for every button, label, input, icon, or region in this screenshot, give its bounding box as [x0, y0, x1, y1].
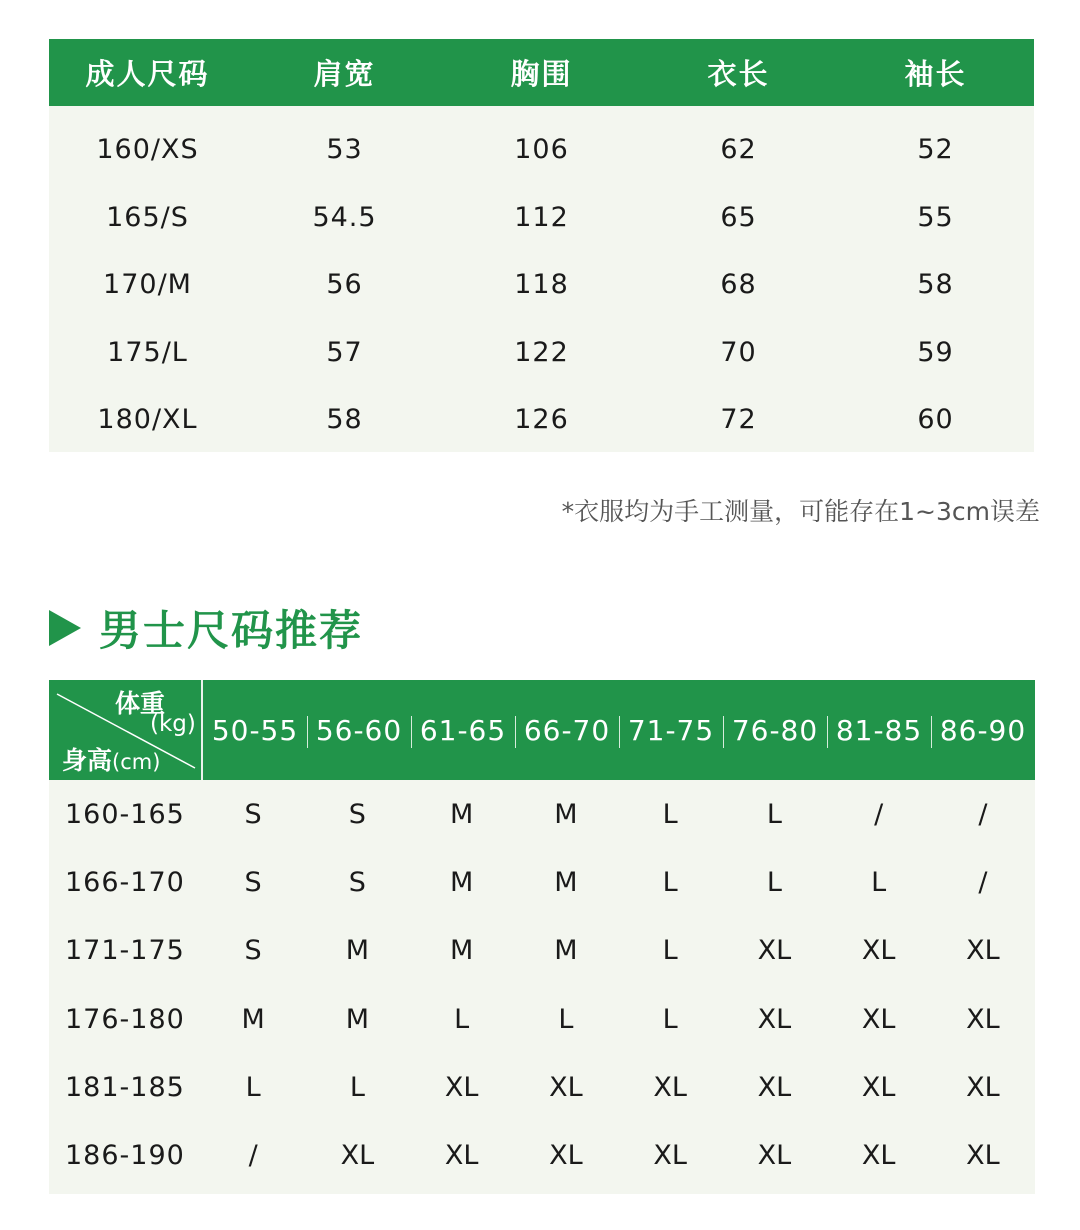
size-cell: XL — [757, 1140, 792, 1172]
table-row — [49, 1053, 1035, 1121]
table-cell: 54.5 — [312, 201, 377, 233]
size-cell: XL — [861, 1003, 896, 1035]
size-cell: XL — [966, 935, 1000, 967]
table-cell: 106 — [514, 134, 569, 166]
size-cell: XL — [861, 935, 896, 967]
size-cell: M — [345, 935, 370, 967]
height-cell: 160-165 — [65, 798, 185, 830]
weight-header-cell: 71-75 — [619, 714, 723, 747]
size-cell: S — [244, 866, 262, 898]
table-cell: 118 — [514, 269, 569, 301]
height-cell: 181-185 — [65, 1071, 185, 1103]
recommendation-body — [49, 780, 1035, 1194]
table-cell: 112 — [514, 201, 569, 233]
weight-header-cell: 66-70 — [515, 714, 619, 747]
size-cell: L — [871, 866, 887, 898]
size-cell: XL — [757, 1003, 792, 1035]
size-cell: / — [978, 798, 988, 830]
table-cell: 59 — [917, 336, 954, 368]
table-cell: 58 — [326, 404, 363, 436]
corner-height-unit: (cm) — [112, 750, 161, 774]
table-row — [49, 116, 1034, 184]
weight-header-cell: 76-80 — [723, 714, 827, 747]
size-cell: L — [558, 1003, 574, 1035]
table-cell: 126 — [514, 404, 569, 436]
size-cell: L — [662, 798, 678, 830]
corner-height-text: 身高 — [62, 746, 113, 775]
size-cell: L — [454, 1003, 470, 1035]
table-row — [49, 319, 1034, 387]
table-cell: 160/XS — [96, 134, 199, 166]
weight-header-cell: 50-55 — [211, 713, 299, 747]
size-cell: XL — [549, 1071, 583, 1103]
size-cells — [201, 1140, 1035, 1171]
weight-header-cell: 86-90 — [931, 714, 1035, 747]
height-cell: 166-170 — [65, 866, 185, 898]
table-cell: 55 — [917, 201, 954, 233]
height-cell: 176-180 — [65, 1003, 185, 1035]
table-row — [49, 780, 1035, 848]
section-title-text: 男士尺码推荐 — [99, 606, 364, 655]
size-cell: M — [554, 798, 578, 830]
triangle-bullet-icon — [49, 610, 81, 646]
height-cell: 171-175 — [65, 935, 185, 967]
table-cell: 165/S — [106, 201, 189, 233]
size-cell: S — [348, 866, 366, 898]
size-cell: M — [241, 1003, 265, 1035]
size-cell: L — [349, 1071, 365, 1103]
size-cell: S — [348, 798, 366, 830]
size-cell: XL — [653, 1140, 687, 1172]
size-cell: XL — [549, 1140, 583, 1172]
table-cell: 56 — [326, 269, 363, 301]
size-cell: S — [244, 798, 262, 830]
table-cell: 53 — [326, 134, 363, 166]
size-cell: / — [874, 798, 884, 830]
corner-weight-label: 体重 — [115, 689, 166, 718]
table-cell: 68 — [720, 269, 757, 301]
table-row — [49, 1121, 1035, 1189]
size-cell: XL — [861, 1140, 896, 1172]
size-cell: / — [248, 1140, 258, 1172]
size-cells — [201, 1004, 1035, 1035]
table-cell: 170/M — [103, 269, 192, 301]
size-cell: M — [449, 935, 474, 967]
measurement-note: *衣服均为手工测量，可能存在1~3cm误差 — [561, 497, 1040, 526]
size-cell: XL — [757, 935, 792, 967]
table-cell: 57 — [326, 336, 363, 368]
size-cell: XL — [444, 1140, 479, 1172]
weight-header-cell: 81-85 — [827, 714, 931, 747]
recommendation-header — [49, 680, 1035, 780]
table-row — [49, 386, 1034, 454]
table-row — [49, 251, 1034, 319]
table-row — [49, 184, 1034, 252]
table-cell: 62 — [720, 134, 757, 166]
corner-height-label — [62, 741, 160, 777]
size-cell: L — [245, 1071, 261, 1103]
size-cell: XL — [861, 1071, 896, 1103]
table-cell: 60 — [917, 404, 954, 436]
table-cell: 180/XL — [97, 404, 198, 436]
adult-size-table-body — [49, 106, 1034, 452]
weight-header-cell: 56-60 — [307, 714, 411, 747]
corner-weight-unit: (kg) — [150, 711, 196, 737]
table-cell: 52 — [917, 134, 954, 166]
size-cell: XL — [966, 1071, 1000, 1103]
header-shoulder: 肩宽 — [313, 57, 376, 91]
size-cell: XL — [757, 1071, 792, 1103]
header-length: 衣长 — [707, 57, 770, 91]
corner-cell — [49, 680, 203, 780]
size-cell: XL — [966, 1140, 1000, 1172]
size-cell: M — [554, 935, 578, 967]
adult-size-table-header — [49, 39, 1034, 106]
table-cell: 72 — [720, 404, 757, 436]
weight-header-cell: 61-65 — [411, 714, 515, 747]
header-chest: 胸围 — [510, 57, 573, 91]
size-cell: M — [449, 866, 474, 898]
table-cell: 58 — [917, 269, 954, 301]
size-cell: XL — [966, 1003, 1000, 1035]
table-row — [49, 917, 1035, 985]
size-cell: L — [662, 1003, 678, 1035]
size-cells — [201, 799, 1035, 830]
table-row — [49, 985, 1035, 1053]
table-row — [49, 848, 1035, 916]
size-cell: M — [554, 866, 578, 898]
size-cell: XL — [340, 1140, 375, 1172]
size-cell: / — [978, 866, 988, 898]
size-cell: L — [766, 866, 782, 898]
adult-size-table — [49, 39, 1034, 452]
size-cell: M — [345, 1003, 370, 1035]
section-title — [49, 598, 363, 658]
table-cell: 175/L — [107, 336, 188, 368]
size-cells — [201, 867, 1035, 898]
height-cell: 186-190 — [65, 1140, 185, 1172]
size-cell: S — [244, 935, 262, 967]
table-cell: 122 — [514, 336, 569, 368]
size-cell: M — [449, 798, 474, 830]
table-cell: 65 — [720, 201, 757, 233]
header-size: 成人尺码 — [85, 57, 210, 91]
table-cell: 70 — [720, 336, 757, 368]
size-cell: XL — [653, 1071, 687, 1103]
size-cell: L — [766, 798, 782, 830]
size-cells — [201, 935, 1035, 966]
size-cell: XL — [444, 1071, 479, 1103]
size-recommendation-table — [49, 680, 1035, 1194]
size-cell: L — [662, 866, 678, 898]
weight-columns — [203, 680, 1035, 780]
size-cells — [201, 1072, 1035, 1103]
header-sleeve: 袖长 — [904, 57, 967, 91]
size-cell: L — [662, 935, 678, 967]
